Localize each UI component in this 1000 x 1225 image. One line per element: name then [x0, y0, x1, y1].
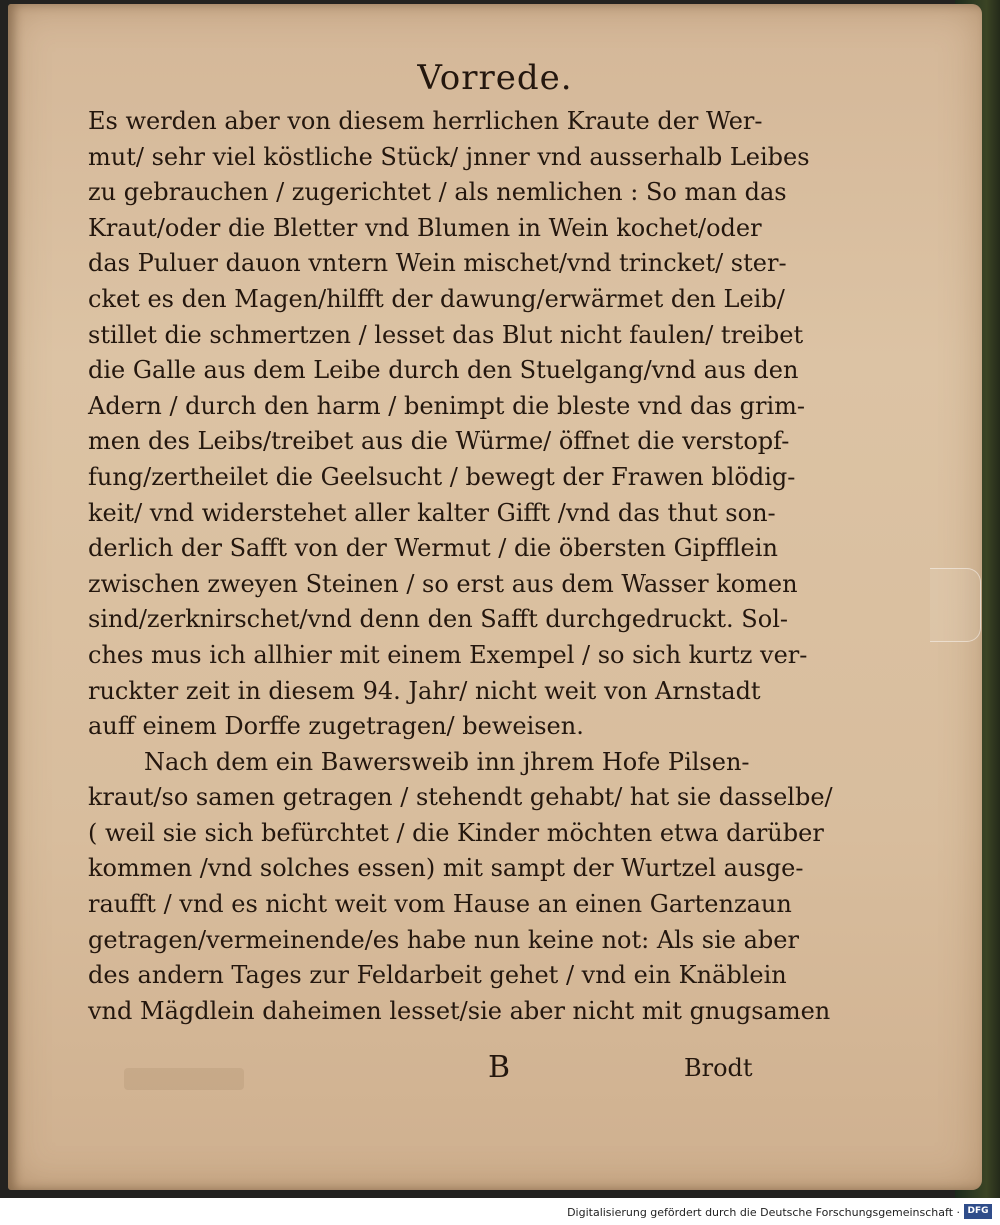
- text-line: zwischen zweyen Steinen / so erst aus dem Wasser komen: [88, 569, 798, 598]
- faint-stamp-mark: [124, 1068, 244, 1090]
- text-line: derlich der Safft von der Wermut / die öbersten Gipfflein: [88, 534, 778, 563]
- text-line: zu gebrauchen / zugerichtet / als nemlichen : So man das: [88, 178, 787, 207]
- text-line: ches mus ich allhier mit einem Exempel / so sich kurtz ver-: [88, 640, 808, 669]
- text-line: ( weil sie sich befürchtet / die Kinder möchten etwa darüber: [88, 818, 824, 847]
- text-line: fung/zertheilet die Geelsucht / bewegt der Frawen blödig-: [88, 462, 796, 491]
- page-header: Vorrede.: [417, 58, 573, 98]
- signature-mark: B: [488, 1050, 511, 1085]
- text-line: Adern / durch den harm / benimpt die bleste vnd das grim-: [88, 391, 805, 420]
- text-line: sind/zerknirschet/vnd denn den Safft durchgedruckt. Sol-: [88, 605, 788, 634]
- text-line: cket es den Magen/hilfft der dawung/erwärmet den Leib/: [88, 284, 785, 313]
- text-line: ruckter zeit in diesem 94. Jahr/ nicht weit von Arnstadt: [88, 676, 761, 705]
- text-line: keit/ vnd widerstehet aller kalter Gifft /vnd das thut son-: [88, 498, 776, 527]
- text-line: auff einem Dorffe zugetragen/ beweisen.: [88, 712, 584, 741]
- text-line: kommen /vnd solches essen) mit sampt der Wurtzel ausge-: [88, 854, 804, 883]
- text-line: kraut/so samen getragen / stehendt gehabt/ hat sie dasselbe/: [88, 783, 833, 812]
- text-line: Nach dem ein Bawersweib inn jhrem Hofe Pilsen-: [144, 747, 750, 776]
- text-line: Kraut/oder die Bletter vnd Blumen in Wein kochet/oder: [88, 213, 762, 242]
- book-page: [8, 4, 982, 1190]
- text-line: die Galle aus dem Leibe durch den Stuelgang/vnd aus den: [88, 356, 799, 385]
- text-line: getragen/vermeinende/es habe nun keine not: Als sie aber: [88, 925, 799, 954]
- dfg-logo-icon: DFG: [964, 1204, 992, 1219]
- footer-bar: [0, 1198, 1000, 1225]
- text-line: men des Leibs/treibet aus die Würme/ öffnet die verstopf-: [88, 427, 790, 456]
- text-line: mut/ sehr viel köstliche Stück/ jnner vnd ausserhalb Leibes: [88, 142, 810, 171]
- text-block: [88, 104, 833, 1029]
- text-line: vnd Mägdlein daheimen lesset/sie aber nicht mit gnugsamen: [88, 996, 831, 1025]
- funding-credit: Digitalisierung gefördert durch die Deutsche Forschungsgemeinschaft ·: [567, 1206, 960, 1219]
- text-line: stillet die schmertzen / lesset das Blut nicht faulen/ treibet: [88, 320, 804, 349]
- text-line: Es werden aber von diesem herrlichen Kraute der Wer-: [88, 107, 763, 135]
- text-line: raufft / vnd es nicht weit vom Hause an einen Gartenzaun: [88, 890, 792, 919]
- text-line: das Puluer dauon vntern Wein mischet/vnd trincket/ ster-: [88, 249, 787, 278]
- page-clip-tab: [930, 568, 981, 642]
- catchword: Brodt: [684, 1054, 753, 1082]
- text-line: des andern Tages zur Feldarbeit gehet / vnd ein Knäblein: [88, 961, 787, 990]
